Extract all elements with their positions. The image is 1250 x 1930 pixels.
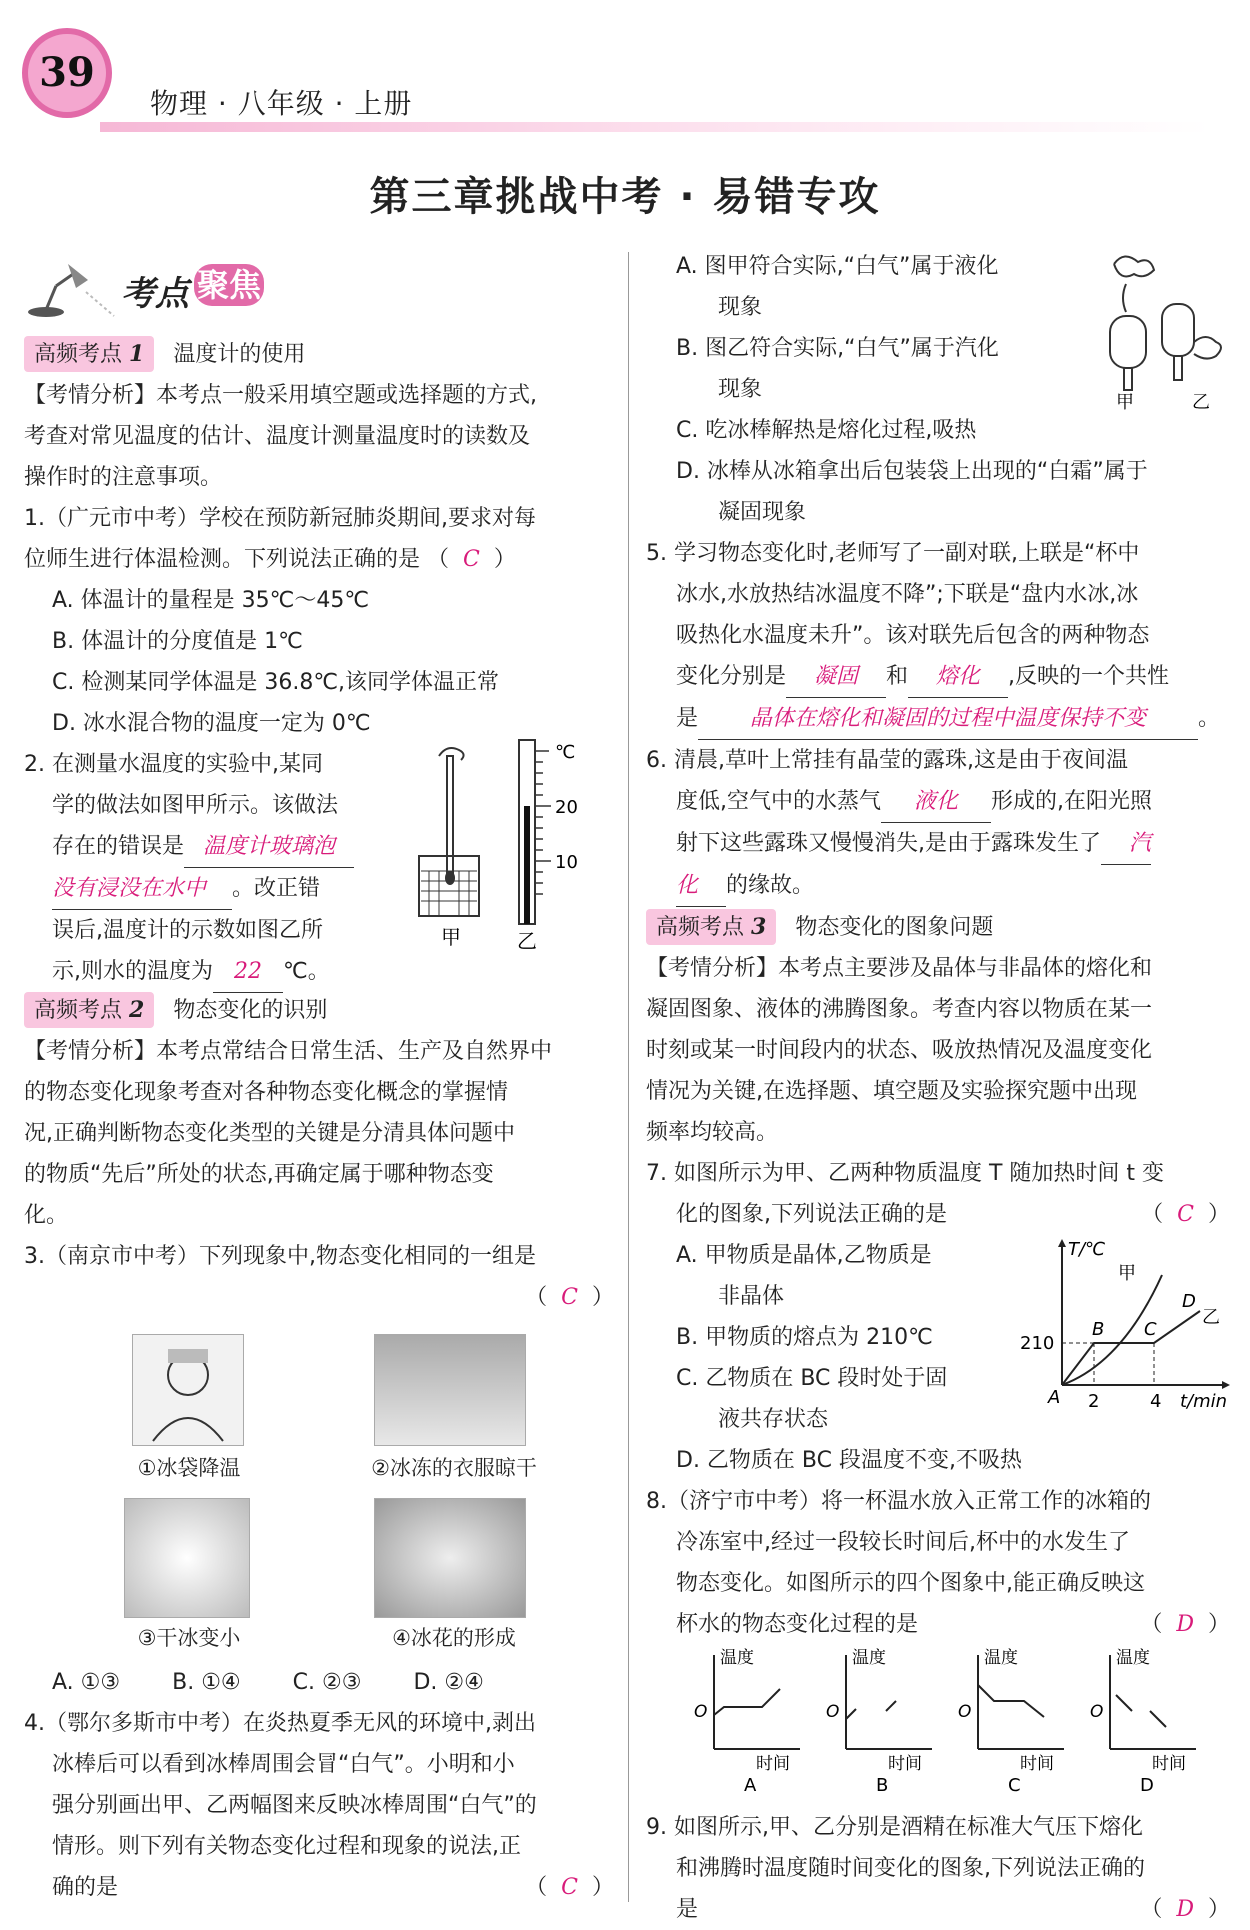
q1-line-1: 1.（广元市中考）学校在预防新冠肺炎期间,要求对每 [24,506,536,531]
q1-option-c: C. 检测某同学体温是 36.8℃,该同学体温正常 [52,670,500,695]
q5-line-2: 冰水,水放热结冰温度不降”;下联是“盘内水冰,冰 [676,582,1139,607]
k2-analysis-5: 化。 [24,1203,69,1228]
k3-title: 物态变化的图象问题 [795,915,994,940]
left-column [24,334,614,1908]
q8-line-3: 物态变化。如图所示的四个图象中,能正确反映这 [676,1571,1145,1596]
k1-heading [24,334,614,375]
thermometer-in-beaker-figure [419,748,479,916]
q3-answer: C [561,1285,578,1310]
k3-analysis-3: 时刻或某一时间段内的状态、吸放热情况及温度变化 [646,1038,1153,1063]
k2-analysis-2: 的物态变化现象考查对各种物态变化概念的掌握情 [24,1080,509,1105]
q1-option-b: B. 体温计的分度值是 1℃ [52,629,303,654]
q7-point-c: C [1144,1319,1157,1340]
q3-option-b: B. ①④ [172,1670,241,1695]
k2-analysis-4: 的物质“先后”所处的状态,再确定属于哪种物态变 [24,1162,494,1187]
q4-option-a-cont: 现象 [718,295,763,320]
q1-line-2: 位师生进行体温检测。下列说法正确的是 （ C ） [24,547,516,572]
q7-point-b: B [1092,1319,1105,1340]
q2-figure [399,736,619,986]
q7-point-d: D [1182,1291,1196,1312]
q3-caption-1: ①冰袋降温 [137,1456,241,1480]
q3-answer-row: （ C ） [525,1285,614,1310]
svg-text:温度: 温度 [1116,1648,1150,1668]
svg-text:温度: 温度 [852,1648,886,1668]
ice-bag-image [132,1334,244,1446]
dry-ice-image [124,1498,250,1618]
k3-analysis-5: 频率均较高。 [646,1120,779,1145]
q3-options [24,1662,614,1703]
q7-option-c-cont: 液共存状态 [718,1407,829,1432]
q4-option-c: C. 吃冰棒解热是熔化过程,吸热 [676,418,977,443]
q8-line-4: 杯水的物态变化过程的是 （ D ） [676,1612,1230,1637]
k1-analysis-3: 操作时的注意事项。 [24,465,223,490]
header-rule [100,122,1210,132]
q4-figure [1096,250,1226,410]
svg-text:时间: 时间 [1152,1754,1186,1774]
q9-answer: D [1176,1897,1194,1922]
q6-blank-2a: 汽 [1101,823,1151,865]
chapter-title: 第三章挑战中考 · 易错专攻 [369,174,881,220]
q6-line-3: 射下这些露珠又慢慢消失,是由于露珠发生了 汽 [646,823,1230,865]
q3-option-a: A. ①③ [52,1670,121,1695]
q7-y210: 210 [1020,1333,1055,1354]
q5-blank-2: 熔化 [908,656,1008,698]
q4-options [646,246,1230,533]
q7-line-1: 7. 如图所示为甲、乙两种物质温度 T 随加热时间 t 变 [646,1161,1165,1186]
svg-text:O: O [958,1702,972,1722]
right-column [646,246,1230,1930]
q7-line-2: 化的图象,下列说法正确的是 （ C ） [676,1202,1230,1227]
q3-caption-2: ②冰冻的衣服晾干 [371,1456,537,1480]
svg-text:时间: 时间 [1020,1754,1054,1774]
svg-text:时间: 时间 [756,1754,790,1774]
q7-answer: C [1177,1202,1194,1227]
q2-fig-caption-yi: 乙 [517,929,537,953]
q3-caption-3: ③干冰变小 [137,1626,241,1650]
section-logo [26,258,281,320]
svg-text:B: B [876,1775,889,1793]
svg-text:C: C [1008,1775,1021,1793]
k1-analysis-2: 考查对常见温度的估计、温度计测量温度时的读数及 [24,424,531,449]
q2-line-2: 学的做法如图甲所示。该做法 [52,793,339,818]
q4-option-d-cont: 凝固现象 [718,500,807,525]
q7-xlabel: t/min [1180,1391,1228,1410]
q2-line-4: 没有浸没在水中 。改正错 [24,868,614,910]
popsicle-jia-figure [1110,256,1154,390]
q4-option-a: A. 图甲符合实际,“白气”属于液化 [676,254,999,279]
q7-option-b: B. 甲物质的熔点为 210℃ [676,1325,933,1350]
q2-blank-3: 22 [213,951,283,993]
q7-option-a: A. 甲物质是晶体,乙物质是 [676,1243,932,1268]
k1-analysis-1: 【考情分析】本考点一般采用填空题或选择题的方式, [24,383,537,408]
q7-option-a-cont: 非晶体 [718,1284,785,1309]
k1-title: 温度计的使用 [173,342,306,367]
q3-images [24,1318,614,1662]
q5-line-4: 变化分别是 凝固 和 熔化 ,反映的一个共性 [646,656,1230,698]
svg-text:温度: 温度 [720,1648,754,1668]
q2-fig-caption-jia: 甲 [441,925,461,949]
k2-analysis-3: 况,正确判断物态变化类型的关键是分清具体问题中 [24,1121,515,1146]
k2-heading [24,990,614,1031]
q7-options [646,1235,1230,1481]
thermometer-scale-figure [519,740,578,924]
q8-graphs [646,1645,1230,1793]
q6-blank-1: 液化 [881,781,991,823]
q7-graph [1012,1235,1232,1410]
q6-line-4: 化 的缘故。 [646,865,1230,907]
q3-line: 3.（南京市中考）下列现象中,物态变化相同的一组是 [24,1244,536,1269]
svg-text:温度: 温度 [984,1648,1018,1668]
q8-graph-b [826,1648,932,1793]
q5-blank-3: 晶体在熔化和凝固的过程中温度保持不变 [698,698,1198,740]
q4-answer: C [561,1875,578,1900]
q9-line-3: 是 （ D ） [676,1897,1230,1922]
q1-answer: C [463,547,480,572]
logo-text: 考点 [121,274,189,314]
k1-tag: 高频考点 1 [24,336,154,372]
q4-line-3: 强分别画出甲、乙两幅图来反映冰棒周围“白气”的 [52,1793,537,1818]
q2-line-1: 2. 在测量水温度的实验中,某同 [24,752,323,777]
q9-line-1: 9. 如图所示,甲、乙分别是酒精在标准大气压下熔化 [646,1815,1143,1840]
q4-line-2: 冰棒后可以看到冰棒周围会冒“白气”。小明和小 [52,1752,515,1777]
q3-option-c: C. ②③ [292,1670,362,1695]
q8-graph-c [958,1648,1064,1793]
q3-option-d: D. ②④ [413,1670,484,1695]
q8-graph-a [694,1648,800,1793]
q1-option-d: D. 冰水混合物的温度一定为 0℃ [52,711,371,736]
svg-text:O: O [694,1702,708,1722]
q6-line-2: 度低,空气中的水蒸气 液化 形成的,在阳光照 [646,781,1230,823]
q6-blank-2b: 化 [676,865,726,907]
k3-analysis-4: 情况为关键,在选择题、填空题及实验探究题中出现 [646,1079,1137,1104]
q9-line-2: 和沸腾时温度随时间变化的图象,下列说法正确的 [676,1856,1145,1881]
q4-fig-caption-yi: 乙 [1192,392,1210,410]
k3-heading [646,907,1230,948]
ice-flower-image [374,1498,526,1618]
q7-label-yi: 乙 [1202,1307,1220,1328]
q2-block [24,744,614,990]
q7-x4: 4 [1150,1391,1162,1410]
q7-option-d: D. 乙物质在 BC 段温度不变,不吸热 [676,1448,1022,1473]
q8-line-2: 冷冻室中,经过一段较长时间后,杯中的水发生了 [676,1530,1130,1555]
svg-text:O: O [1090,1702,1104,1722]
q4-fig-caption-jia: 甲 [1116,392,1134,410]
lamp-icon [26,258,116,320]
q2-line-5: 误后,温度计的示数如图乙所 [52,918,323,943]
q2-fig-tick-10: 10 [555,852,578,873]
k2-title: 物态变化的识别 [173,998,328,1023]
logo-highlight: 聚焦 [194,264,264,306]
q7-curve-yi [1062,1311,1200,1385]
q7-label-jia: 甲 [1118,1263,1136,1284]
svg-text:D: D [1140,1775,1154,1793]
column-divider [628,252,629,1902]
q2-blank-2: 没有浸没在水中 [52,868,232,910]
frozen-clothes-image [374,1334,526,1446]
svg-text:O: O [826,1702,840,1722]
q5-line-3: 吸热化水温度未升”。该对联先后包含的两种物态 [676,623,1150,648]
q8-answer: D [1176,1612,1194,1637]
q7-ylabel: T/℃ [1068,1239,1106,1260]
page-number-badge [22,28,112,118]
q7-option-c: C. 乙物质在 BC 段时处于固 [676,1366,948,1391]
q5-line-1: 5. 学习物态变化时,老师写了一副对联,上联是“杯中 [646,541,1140,566]
q8-line-1: 8.（济宁市中考）将一杯温水放入正常工作的冰箱的 [646,1489,1151,1514]
q8-graph-d [1090,1648,1196,1793]
k3-analysis-1: 【考情分析】本考点主要涉及晶体与非晶体的熔化和 [646,956,1153,981]
q4-line-5: 确的是 （ C ） [52,1875,614,1900]
k3-analysis-2: 凝固图象、液体的沸腾图象。考查内容以物质在某一 [646,997,1153,1022]
q4-line-4: 情形。则下列有关物态变化过程和现象的说法,正 [52,1834,521,1859]
k3-tag: 高频考点 3 [646,909,776,945]
k2-analysis-1: 【考情分析】本考点常结合日常生活、生产及自然界中 [24,1039,553,1064]
q6-line-1: 6. 清晨,草叶上常挂有晶莹的露珠,这是由于夜间温 [646,748,1128,773]
q2-fig-tick-20: 20 [555,797,578,818]
book-title: 物理 · 八年级 · 上册 [150,87,413,120]
q1-option-a: A. 体温计的量程是 35℃～45℃ [52,588,370,613]
q7-x2: 2 [1088,1391,1100,1410]
q4-option-d: D. 冰棒从冰箱拿出后包装袋上出现的“白霜”属于 [676,459,1148,484]
q3-caption-4: ④冰花的形成 [392,1626,516,1650]
q5-blank-1: 凝固 [786,656,886,698]
q5-line-5: 是 晶体在熔化和凝固的过程中温度保持不变 。 [646,698,1230,740]
q4-option-b-cont: 现象 [718,377,763,402]
popsicle-yi-figure [1162,304,1221,380]
page-number: 39 [39,49,95,96]
q2-line-6: 示,则水的温度为 22 ℃。 [24,951,614,993]
q4-option-b: B. 图乙符合实际,“白气”属于汽化 [676,336,999,361]
q2-blank-1: 温度计玻璃泡 [184,826,354,868]
q2-line-3: 存在的错误是 温度计玻璃泡 [24,826,614,868]
k2-tag: 高频考点 2 [24,992,154,1028]
svg-text:A: A [744,1775,757,1793]
q2-fig-unit: ℃ [555,742,576,763]
q7-point-a: A [1048,1387,1061,1408]
q4-line-1: 4.（鄂尔多斯市中考）在炎热夏季无风的环境中,剥出 [24,1711,536,1736]
svg-text:时间: 时间 [888,1754,922,1774]
